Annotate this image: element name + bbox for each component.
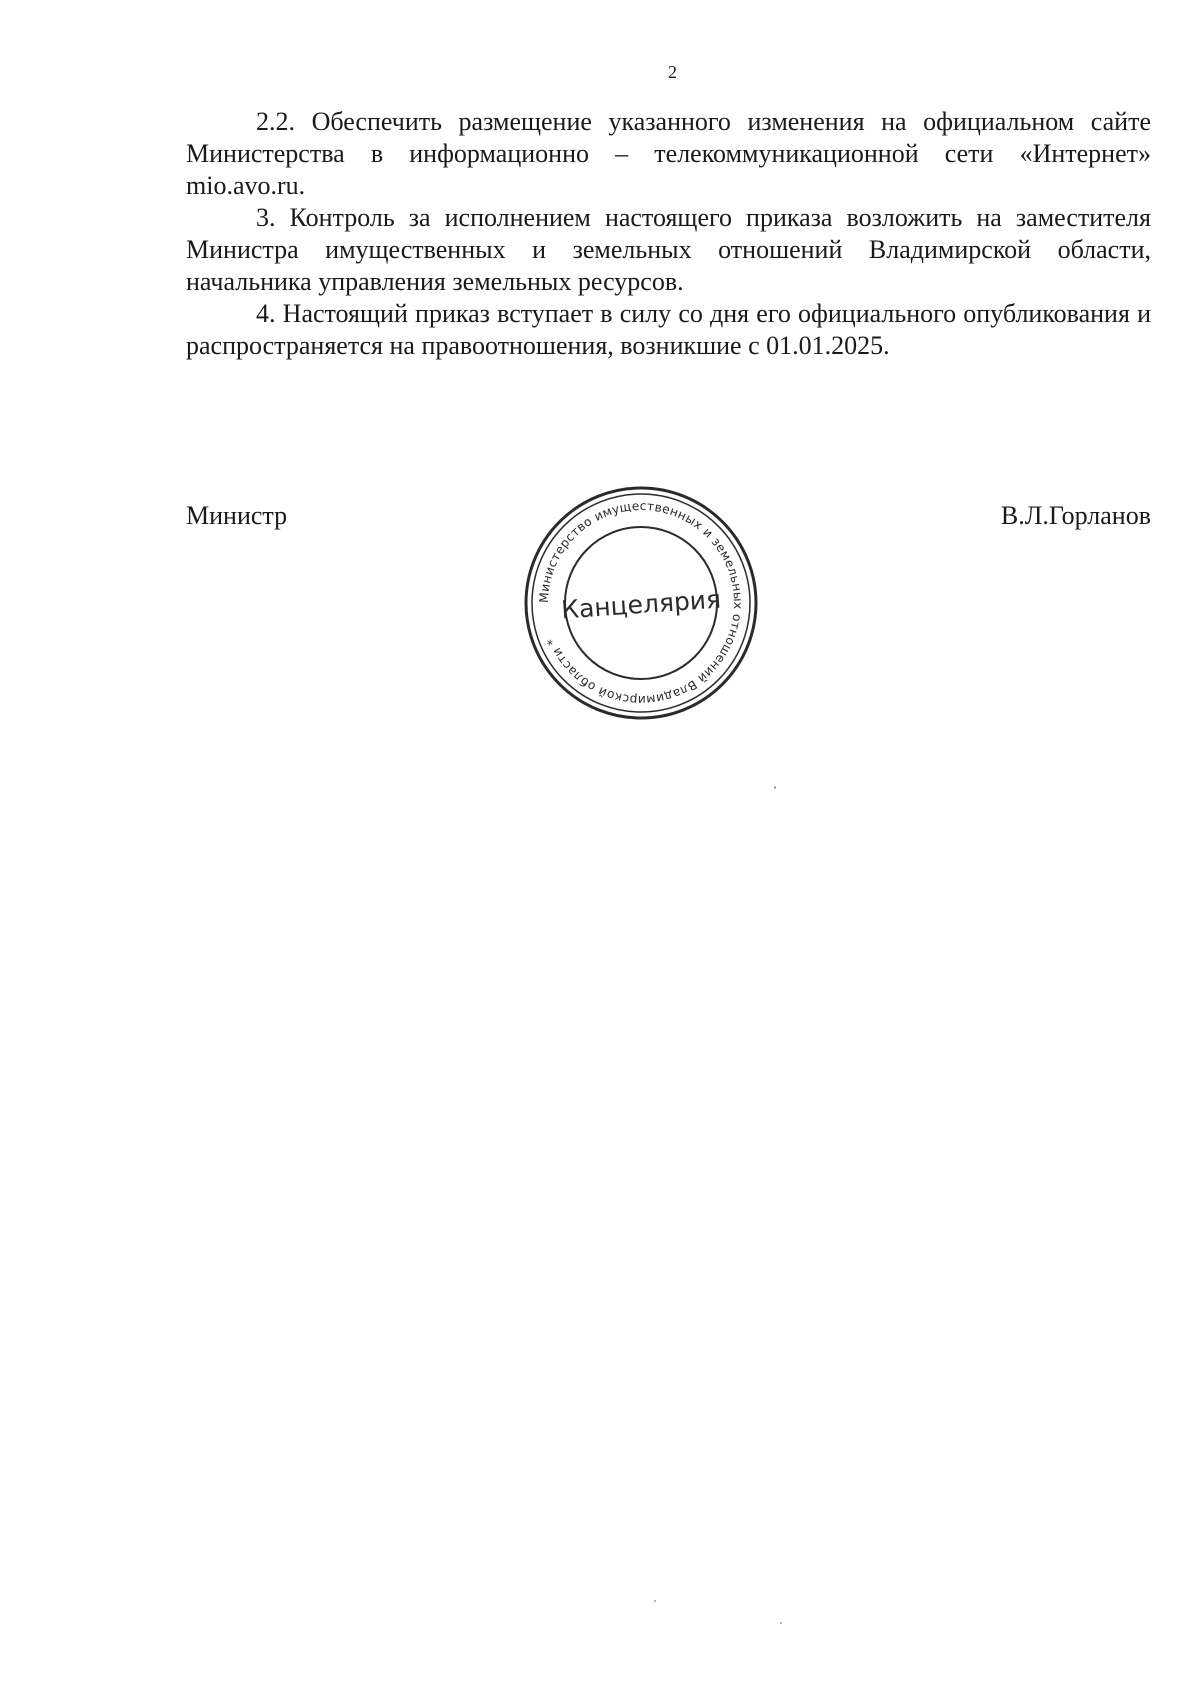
office-stamp (522, 484, 760, 722)
signatory-name: В.Л.Горланов (1000, 501, 1151, 530)
paragraph-3: 3. Контроль за исполнением настоящего приказа возложить на заместителя Министра имущественных и земельных отношений Владимирской области, начальника управления земельных ресурсов. (186, 203, 1151, 296)
stamp-ring-text: Министерство имущественных и земельных отношений Владимирской области * (536, 498, 746, 708)
scan-speck (780, 1622, 782, 1624)
scan-speck (654, 1600, 656, 1602)
stamp-center-text: Канцелярия (560, 584, 722, 625)
scan-speck (774, 786, 776, 789)
paragraph-4: 4. Настоящий приказ вступает в силу со дня его официального опубликования и распространяется на правоотношения, возникшие с 01.01.2025. (186, 299, 1151, 360)
document-body (186, 106, 1151, 362)
signatory-title: Министр (186, 501, 288, 530)
page-number: 2 (668, 62, 677, 82)
paragraph-2-2: 2.2. Обеспечить размещение указанного изменения на официальном сайте Министерства в информационно – телекоммуникационной сети «Интернет» mio.avo.ru. (186, 107, 1151, 200)
